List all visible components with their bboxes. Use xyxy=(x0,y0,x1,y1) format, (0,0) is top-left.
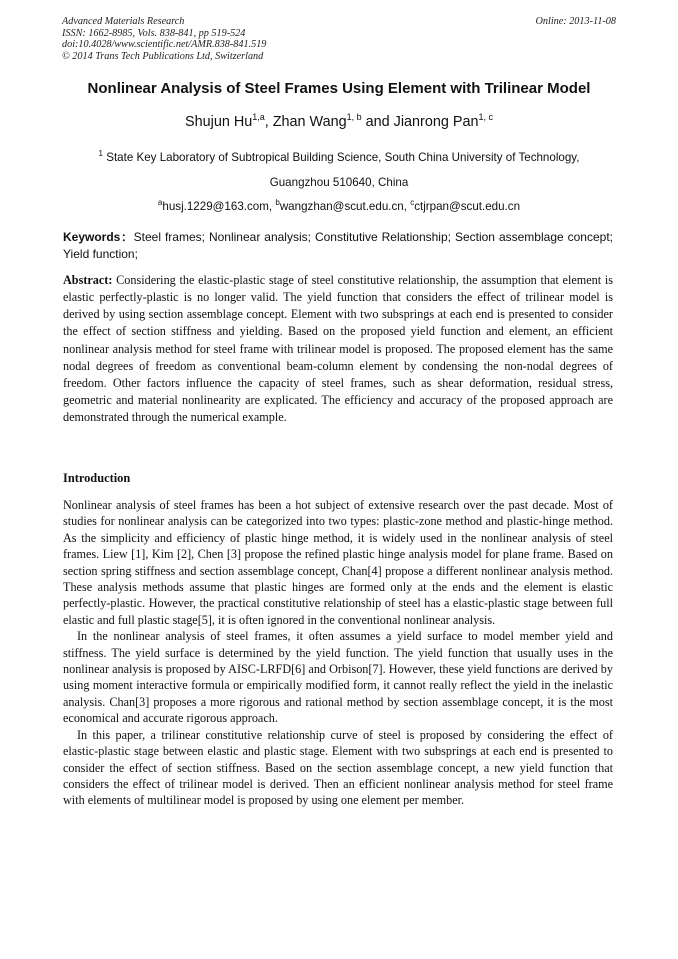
author-name: Shujun Hu xyxy=(185,114,253,130)
paragraph: In the nonlinear analysis of steel frames, it often assumes a yield surface to model member yield and stiffness. The yield surface is determined by the yield function. The yield function that usually uses in the nonlinear analysis is proposed by AISC-LRFD[6] and Orbison[7]. However, these yield functions are derived by using moment interactive formula or empirically modified form, it cannot really reflect the yield in the inelastic analysis. Chan[3] proposes a more rigorous and rational method by section assemblage concept, it is the most economical and accurate rigorous approach. xyxy=(63,629,613,726)
issn-line: ISSN: 1662-8985, Vols. 838-841, pp 519-524 xyxy=(62,27,246,39)
affiliation-text: State Key Laboratory of Subtropical Building Science, South China University of Technology, xyxy=(102,151,580,164)
affiliation-superscript: 1 xyxy=(98,149,103,158)
journal-header xyxy=(62,16,266,62)
paper-title: Nonlinear Analysis of Steel Frames Using Element with Trilinear Model xyxy=(87,80,591,97)
abstract-label: Abstract: xyxy=(63,273,113,287)
email-address[interactable]: wangzhan@scut.edu.cn xyxy=(279,200,404,213)
email-superscript: c xyxy=(410,198,415,207)
doi-line: doi:10.4028/www.scientific.net/AMR.838-841.519 xyxy=(62,39,267,51)
email-address[interactable]: husj.1229@163.com xyxy=(162,200,269,213)
keywords-block xyxy=(63,229,613,263)
author-superscript: 1, b xyxy=(346,112,362,122)
author-separator: , xyxy=(264,114,273,130)
introduction-heading: Introduction xyxy=(63,471,131,485)
paragraph: Nonlinear analysis of steel frames has been a hot subject of extensive research over the past decade. Most of studies for nonlinear analysis can be categorized into two types: plastic-zone method and plastic-hinge method. As the simplicity and efficiency of plastic hinge method, it is widely used in the nonlinear analysis of steel frames. Liew [1], Kim [2], Chen [3] propose the refined plastic hinge analysis model for plane frame. Based on section spring stiffness and section assemblage concept, Chan[4] propose a different nonlinear analysis method. These analysis methods assume that plastic hinges are formed only at the ends and the element is elastic perfectly-plastic. However, the practical constitutive relationship of steel has a elastic-plastic stage between full elastic and full plastic stage[5], it is often ignored in the conventional nonlinear analysis. xyxy=(63,498,613,627)
online-date: Online: 2013-11-08 xyxy=(535,16,616,27)
email-superscript: a xyxy=(157,198,163,207)
author-superscript: 1,a xyxy=(252,112,265,122)
keywords-text: Steel frames; Nonlinear analysis; Constitutive Relationship; Section assemblage concept; Yield function; xyxy=(63,230,613,261)
email-line xyxy=(0,200,678,213)
email-superscript: b xyxy=(275,198,280,207)
abstract-text: Considering the elastic-plastic stage of steel constitutive relationship, the assumption that element is elastic perfectly-plastic is no longer valid. The yield function that considers the effect of trilinear model is derived by using section assemblage concept. Element with two subsprings at each end is presented to consider the effect of section stiffness and yielding. Based on the proposed yield function and element, an efficient nonlinear analysis method for steel frame with trilinear model is proposed. The proposed element has the same nodal degrees of freedom as conventional beam-column element by condensing the non-nodal degrees of freedom. Other factors influence the capacity of steel frames, such as shear deformation, residual stress, geometric and material nonlinearity are explicated. The efficiency and accuracy of the proposed approach are demonstrated through the numerical example. xyxy=(63,273,613,425)
introduction-body xyxy=(63,497,613,809)
email-separator: , xyxy=(403,200,411,213)
copyright-line: © 2014 Trans Tech Publications Ltd, Switzerland xyxy=(62,50,264,62)
affiliation-line-1 xyxy=(0,151,678,164)
keywords-label: Keywords： xyxy=(63,230,134,244)
author-list xyxy=(0,114,678,130)
paragraph: In this paper, a trilinear constitutive relationship curve of steel is proposed by considering the effect of elastic-plastic stage between elastic and plastic stage. Element with two subsprings at each end is presented to consider the effect of section stiffness. Based on the section assemblage concept, a new yield function that considers the effect of trilinear model is derived. Then an efficient nonlinear analysis method for steel frame with elements of multilinear model is proposed by using one element per member. xyxy=(63,727,613,808)
abstract-block xyxy=(63,272,613,426)
email-address[interactable]: ctjrpan@scut.edu.cn xyxy=(414,200,521,213)
author-name: Zhan Wang xyxy=(272,114,347,130)
email-separator: , xyxy=(268,200,276,213)
author-superscript: 1, c xyxy=(478,112,493,122)
journal-name: Advanced Materials Research xyxy=(62,16,185,27)
author-name: Jianrong Pan xyxy=(393,114,479,130)
author-separator: and xyxy=(361,114,394,130)
affiliation-line-2: Guangzhou 510640, China xyxy=(269,176,409,189)
